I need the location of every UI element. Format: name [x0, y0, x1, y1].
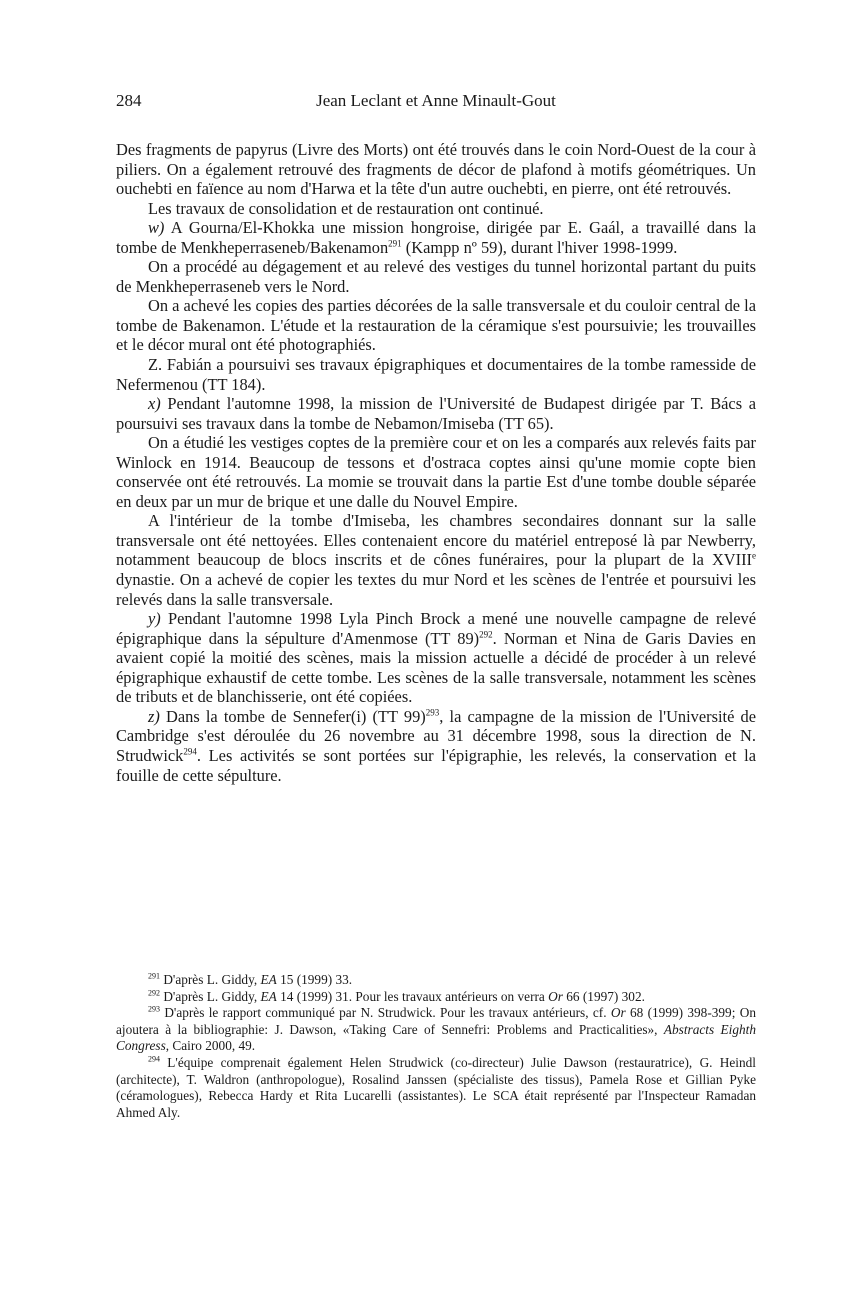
paragraph-text: On a achevé les copies des parties décorées de la salle transversale et du couloir central de la tombe de Bakenamon. L'étude et la restauration de la céramique s'est poursuivie; les trouvailles et le décor mural ont été photographiés. [116, 296, 756, 355]
paragraph-text: . Norman et Nina de Garis Davies en avaient copié la moitié des scènes, mais la mission actuelle a décidé de procéder à un relevé épigraphique exhaustif de cette tombe. Les scènes de la salle transversale, notamment les scènes de tributs et de blanchisserie, ont été copiées. [116, 628, 756, 707]
footnote-italic: EA [260, 972, 277, 987]
footnote-italic: Abstracts Eighth Congress [116, 1021, 756, 1054]
footnote-italic: Or [548, 988, 563, 1004]
paragraph [116, 511, 756, 609]
footnote [116, 1055, 756, 1121]
footnote-text: 66 (1997) 302. [562, 988, 645, 1004]
footnote [116, 972, 756, 989]
footnotes [116, 972, 756, 1121]
section-letter: z) [148, 706, 160, 726]
paragraph [116, 257, 756, 296]
main-text [116, 140, 756, 785]
footnote-text: 14 (1999) 31. Pour les travaux antérieurs on verra [276, 988, 549, 1004]
footnote-number: 291 [148, 971, 160, 981]
footnote [116, 1005, 756, 1055]
footnote-text: 15 (1999) 33. [276, 972, 353, 987]
running-title: Jean Leclant et Anne Minault-Gout [316, 91, 556, 110]
paragraph [116, 218, 756, 257]
paragraph [116, 433, 756, 511]
paragraph [116, 609, 756, 707]
footnote-text: D'après le rapport communiqué par N. Strudwick. Pour les travaux antérieurs, cf. [160, 1005, 611, 1021]
paragraph [116, 199, 756, 219]
section-letter: y) [148, 609, 161, 629]
paragraph-text: A Gourna/El-Khokka une mission hongroise, dirigée par E. Gaál, a travaillé dans la tombe de Menkheperraseneb/Bakenamon [116, 218, 756, 257]
paragraph-text: Pendant l'automne 1998 Lyla Pinch Brock a mené une nouvelle campagne de relevé épigraphique dans la sépulture d'Amenmose (TT 89) [116, 609, 756, 648]
paragraph [116, 355, 756, 394]
footnote [116, 989, 756, 1006]
paragraph-text: . Les activités se sont portées sur l'épigraphie, les relevés, la conservation et la fouille de cette sépulture. [116, 745, 756, 785]
footnote-ref[interactable]: 294 [183, 746, 197, 757]
footnote-text: L'équipe comprenait également Helen Strudwick (co-directeur) Julie Dawson (restauratrice), G. Heindl (architecte), T. Waldron (anthropologue), Rosalind Janssen (spécialiste des tissus), Pamela Rose et Gillian Pyke (céramologues), Rebecca Hardy et Rita Lucarelli (assistantes). Le SCA était représenté par l'Inspecteur Ramadan Ahmed Aly. [116, 1054, 756, 1120]
footnote-italic: EA [260, 988, 277, 1004]
footnote-number: 294 [148, 1054, 160, 1064]
footnote-text: 68 (1999) 398-399; On ajoutera à la bibliographie: J. Dawson, «Taking Care of Sennefri: Problems and Practicalities», [116, 1005, 756, 1037]
page-number: 284 [116, 91, 142, 110]
footnote-italic: Or [610, 1005, 626, 1021]
paragraph [116, 296, 756, 355]
paragraph [116, 394, 756, 433]
ordinal-superscript: e [752, 551, 756, 562]
footnote-text: D'après L. Giddy, [160, 988, 261, 1004]
paragraph-text: A l'intérieur de la tombe d'Imiseba, les chambres secondaires donnant sur la salle transversale ont été nettoyées. Elles contenaient encore du matériel entreposé là par Newberry, notamment beaucoup de blocs inscrits et de cônes funéraires, pour la plupart de la XVIII [116, 511, 756, 570]
section-letter: x) [148, 394, 161, 414]
paragraph-text: On a procédé au dégagement et au relevé des vestiges du tunnel horizontal partant du puits de Menkheperraseneb vers le Nord. [116, 257, 756, 296]
paragraph-text: Dans la tombe de Sennefer(i) (TT 99) [159, 706, 426, 726]
paragraph-text: , la campagne de la mission de l'Université de Cambridge s'est déroulée du 26 novembre au 31 décembre 1998, sous la direction de N. Strudwick [116, 706, 757, 765]
footnote-ref[interactable]: 293 [425, 707, 440, 718]
paragraph-text: dynastie. On a achevé de copier les textes du mur Nord et les scènes de l'entrée et poursuivi les relevés dans la salle transversale. [116, 570, 756, 609]
section-letter: w) [148, 218, 165, 238]
paragraph-text: Pendant l'automne 1998, la mission de l'Université de Budapest dirigée par T. Bács a poursuivi ses travaux dans la tombe de Nebamon/Imiseba (TT 65). [116, 394, 756, 433]
paragraph-text: On a étudié les vestiges coptes de la première cour et on les a comparés aux relevés faits par Winlock en 1914. Beaucoup de tessons et d'ostraca coptes ainsi qu'une momie copte bien conservée ont été retrouvés. La momie se trouvait dans la partie Est d'une tombe double séparée en deux par un mur de brique et une dalle du Nouvel Empire. [116, 433, 756, 511]
page-header [116, 91, 756, 115]
footnote-ref[interactable]: 292 [479, 629, 493, 640]
footnote-number: 293 [148, 1004, 160, 1014]
paragraph [116, 707, 756, 785]
footnote-text: D'après L. Giddy, [160, 972, 261, 987]
footnote-ref[interactable]: 291 [388, 238, 402, 249]
footnote-number: 292 [148, 988, 160, 998]
paragraph-text: (Kampp nº 59), durant l'hiver 1998-1999. [401, 237, 678, 257]
paragraph-text: Des fragments de papyrus (Livre des Morts) ont été trouvés dans le coin Nord-Ouest de la cour à piliers. On a également retrouvé des fragments de décor de plafond à motifs géométriques. Un ouchebti en faïence au nom d'Harwa et la tête d'un autre ouchebti, en pierre, ont été retrouvés. [116, 140, 756, 199]
paragraph-text: Les travaux de consolidation et de restauration ont continué. [148, 198, 544, 218]
paragraph-text: Z. Fabián a poursuivi ses travaux épigraphiques et documentaires de la tombe ramesside de Nefermenou (TT 184). [116, 355, 756, 394]
footnote-text: , Cairo 2000, 49. [165, 1038, 256, 1054]
paragraph [116, 140, 756, 199]
